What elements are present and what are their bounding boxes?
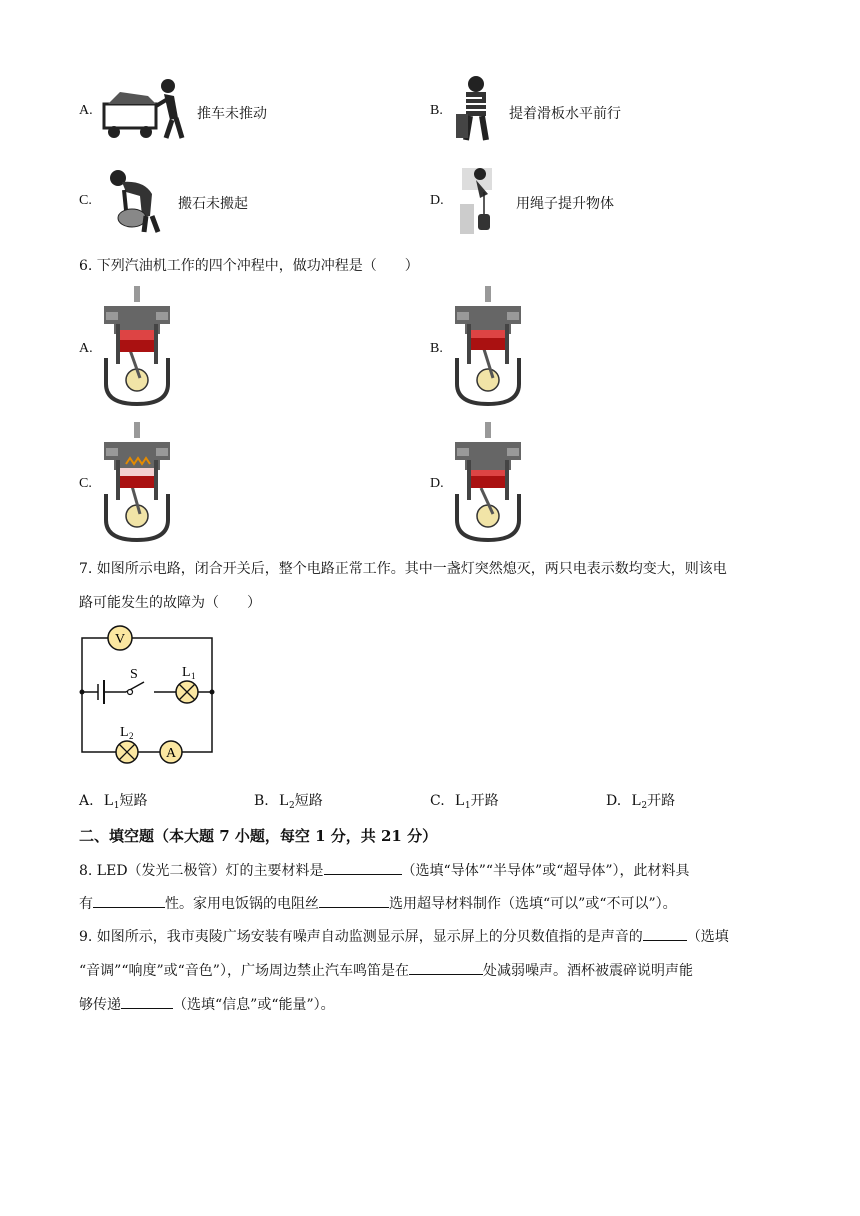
engine-stroke-d [449, 420, 527, 544]
q8-blank-1[interactable] [324, 860, 402, 875]
option-b-letter: B. [430, 103, 443, 118]
option-d-letter: D. [430, 193, 444, 208]
q8-blank-3[interactable] [319, 893, 389, 908]
engine-stroke-a [98, 284, 176, 408]
q8-line1: 8. LED（发光二极管）灯的主要材料是 （选填“导体”“半导体”或“超导体”），此材料具 [79, 860, 690, 880]
ammeter-label: A [165, 746, 177, 761]
q7-stem-line2: 路可能发生的故障为（ ） [79, 595, 261, 611]
rope-lift-figure [458, 164, 504, 236]
q8-blank-2[interactable] [93, 893, 165, 908]
q7-option-d: D. $L_2$开路 [606, 792, 676, 811]
lamp-l2-sub: 2 [129, 731, 134, 741]
q9-line3: 够传递 （选填“信息”或“能量”）。 [79, 994, 335, 1014]
voltmeter-label: V [114, 632, 126, 647]
q9-blank-1[interactable] [643, 926, 687, 941]
section-2-title: 二、填空题（本大题 7 小题，每空 1 分，共 21 分） [79, 827, 438, 845]
option-b-text: 提着滑板水平前行 [509, 106, 621, 122]
q7-option-a: A. $L_1$短路 [79, 792, 148, 811]
q9-line1: 9. 如图所示，我市夷陵广场安装有噪声自动监测显示屏，显示屏上的分贝数值指的是声音的 （选填 [79, 926, 729, 946]
lamp-l1-sub: 1 [191, 671, 196, 681]
q9-blank-3[interactable] [121, 994, 173, 1009]
q7-option-c: C. $L_1$开路 [430, 792, 499, 811]
option-d-text: 用绳子提升物体 [516, 196, 614, 212]
option-a-letter: A. [79, 103, 93, 118]
q6-stem: 6. 下列汽油机工作的四个冲程中，做功冲程是（ ） [79, 258, 419, 274]
lamp-l1-label: L [182, 665, 191, 680]
switch-label: S [130, 667, 138, 682]
engine-d-letter: D. [430, 476, 444, 491]
q8-line2: 有 性。家用电饭锅的电阻丝 选用超导材料制作（选填“可以”或“不可以”）。 [79, 893, 677, 913]
lamp-l2-label: L [120, 725, 129, 740]
carry-skateboard-figure [452, 74, 498, 146]
option-c-text: 搬石未搬起 [178, 196, 248, 212]
q9-blank-2[interactable] [409, 960, 483, 975]
circuit-diagram [74, 620, 224, 772]
lift-stone-figure [104, 166, 168, 234]
q7-stem-line1: 7. 如图所示电路，闭合开关后，整个电路正常工作。其中一盏灯突然熄灭，两只电表示数均变大，则该电 [79, 561, 727, 577]
engine-b-letter: B. [430, 341, 443, 356]
push-cart-figure [100, 74, 186, 146]
engine-stroke-c [98, 420, 176, 544]
option-c-letter: C. [79, 193, 92, 208]
q9-line2: “音调”“响度”或“音色”），广场周边禁止汽车鸣笛是在 处减弱噪声。酒杯被震碎说明声能 [79, 960, 693, 980]
engine-c-letter: C. [79, 476, 92, 491]
option-a-text: 推车未推动 [197, 106, 267, 122]
engine-a-letter: A. [79, 341, 93, 356]
q7-option-b: B. $L_2$短路 [254, 792, 323, 811]
engine-stroke-b [449, 284, 527, 408]
